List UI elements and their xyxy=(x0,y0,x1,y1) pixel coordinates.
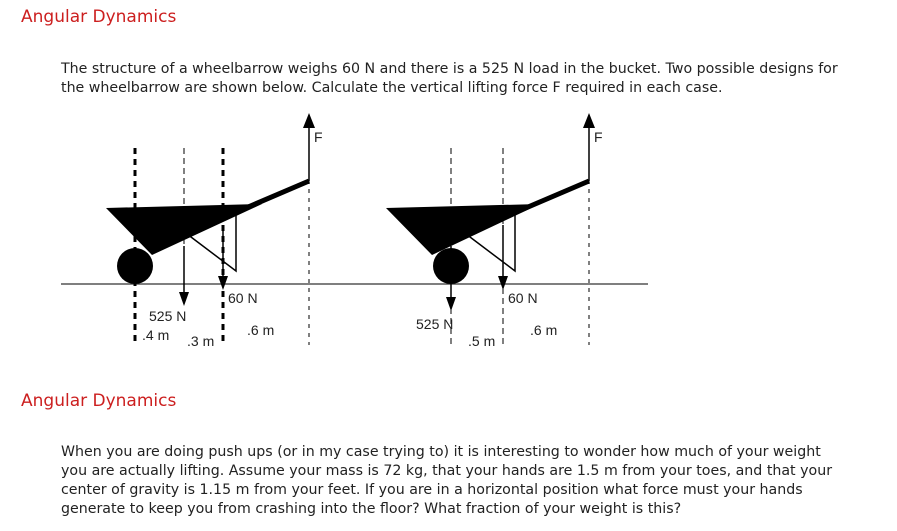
design2-weight-arrowhead xyxy=(498,276,508,290)
design1-dist2-label: .3 m xyxy=(187,333,215,349)
design2-dist2-label: .6 m xyxy=(530,322,558,338)
design2-force-arrowhead xyxy=(583,113,595,128)
design1-load-label: 525 N xyxy=(149,308,187,324)
design1-force-arrowhead xyxy=(303,113,315,128)
section1-heading: Angular Dynamics xyxy=(21,7,177,27)
wheelbarrow-design-2 xyxy=(386,113,603,349)
design2-dist1-label: .5 m xyxy=(468,333,496,349)
wheelbarrow-design-1 xyxy=(106,113,323,349)
design1-wheel xyxy=(117,248,153,284)
section1-paragraph: The structure of a wheelbarrow weighs 60 N and there is a 525 N load in the bucket. Two possible designs for the wheelbarrow are shown below. Calculate the vertical lifting force F required in each case. xyxy=(61,61,838,96)
section2-paragraph: When you are doing push ups (or in my case trying to) it is interesting to wonder how much of your weight you are actually lifting. Assume your mass is 72 kg, that your hands are 1.5 m from your toes, and that your center of gravity is 1.15 m from your feet. If you are in a horizontal position what force must your hands generate to keep you from crashing into the floor? What fraction of your weight is this? xyxy=(61,444,833,517)
design1-weight-label: 60 N xyxy=(228,290,258,306)
design2-force-label: F xyxy=(594,129,603,145)
design1-force-label: F xyxy=(314,129,323,145)
design1-load-arrowhead xyxy=(179,292,189,306)
design2-load-arrowhead xyxy=(446,297,456,311)
section2-heading: Angular Dynamics xyxy=(21,391,177,411)
design2-load-label: 525 N xyxy=(416,316,454,332)
design1-dist1-label: .4 m xyxy=(142,327,170,343)
design2-weight-label: 60 N xyxy=(508,290,538,306)
design1-dist3-label: .6 m xyxy=(247,322,275,338)
design1-weight-arrowhead xyxy=(218,276,228,290)
